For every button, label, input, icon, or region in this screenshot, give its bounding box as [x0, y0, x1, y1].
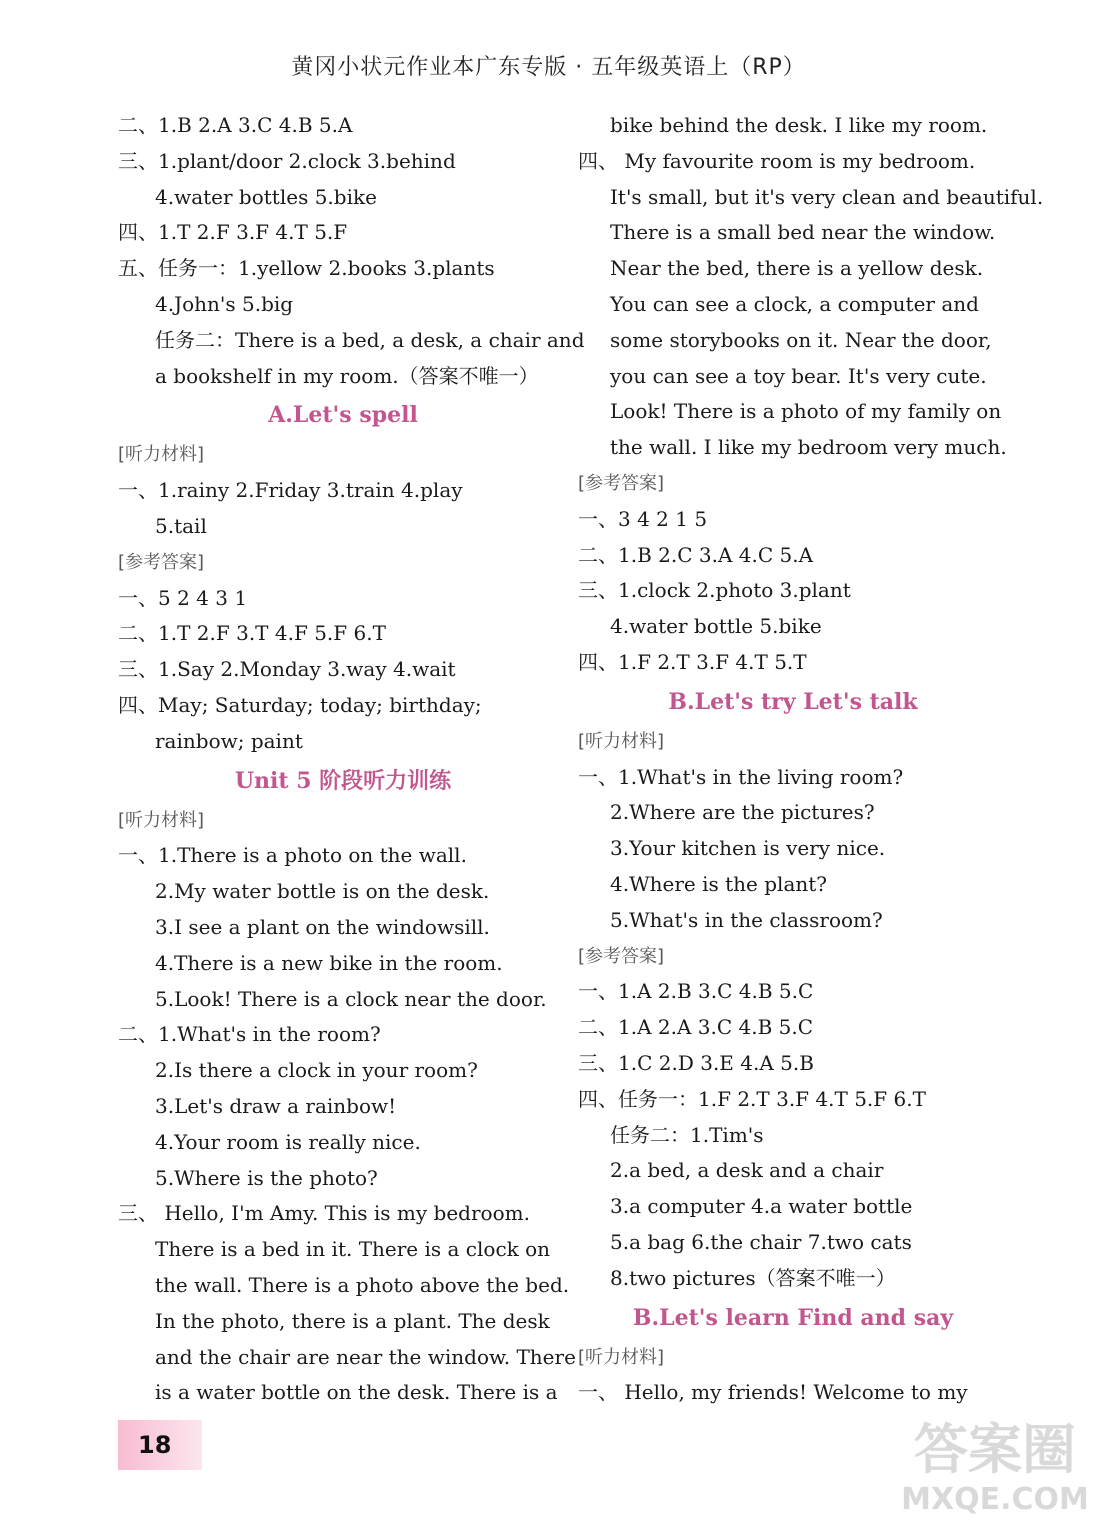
text-line: There is a small bed near the window. — [610, 220, 996, 245]
section-heading: Unit 5 阶段听力训练 — [234, 767, 452, 794]
section-heading: B.Let's learn Find and say — [632, 1304, 954, 1331]
text-line: 一、1.A 2.B 3.C 4.B 5.C — [578, 979, 814, 1004]
watermark-en: MXQE.COM — [901, 1482, 1089, 1517]
text-line: 三、1.plant/door 2.clock 3.behind — [118, 148, 456, 173]
text-line: 4.There is a new bike in the room. — [155, 950, 503, 975]
text-line: 二、1.What's in the room? — [118, 1022, 381, 1047]
text-line: 二、1.B 2.C 3.A 4.C 5.A — [578, 542, 814, 567]
text-line: 2.Where are the pictures? — [610, 800, 875, 825]
text-line: 4.water bottle 5.bike — [610, 614, 822, 639]
text-line: 三、1.Say 2.Monday 3.way 4.wait — [118, 657, 456, 682]
text-line: Look! There is a photo of my family on — [610, 399, 1002, 424]
text-line: 四、 My favourite room is my bedroom. — [578, 148, 976, 173]
text-line: the wall. There is a photo above the bed. — [155, 1272, 570, 1297]
left-column — [118, 108, 585, 1411]
text-line: There is a bed in it. There is a clock on — [155, 1237, 551, 1262]
text-line: 4.water bottles 5.bike — [155, 184, 377, 209]
text-line: 4.Your room is really nice. — [155, 1129, 421, 1154]
text-line: 任务二：There is a bed, a desk, a chair and — [155, 327, 585, 352]
text-line: 4.Where is the plant? — [610, 871, 828, 896]
text-line: the wall. I like my bedroom very much. — [610, 435, 1007, 460]
text-line: 3.Let's draw a rainbow! — [155, 1093, 397, 1118]
text-line: 一、1.rainy 2.Friday 3.train 4.play — [118, 478, 463, 503]
text-line: 4.John's 5.big — [155, 291, 294, 316]
text-line: 3.Your kitchen is very nice. — [610, 836, 886, 861]
text-line: 三、1.clock 2.photo 3.plant — [578, 578, 851, 603]
section-tag: [参考答案] — [118, 551, 205, 573]
text-line: You can see a clock, a computer and — [610, 291, 979, 316]
text-line: In the photo, there is a plant. The desk — [155, 1308, 550, 1333]
text-line: 四、任务一：1.F 2.T 3.F 4.T 5.F 6.T — [578, 1086, 926, 1111]
text-line: 5.tail — [155, 513, 207, 538]
section-tag: [听力材料] — [118, 809, 205, 831]
text-line: 三、 Hello, I'm Amy. This is my bedroom. — [118, 1201, 530, 1226]
text-line: 三、1.C 2.D 3.E 4.A 5.B — [578, 1050, 814, 1075]
text-line: 一、1.What's in the living room? — [578, 764, 904, 789]
text-line: rainbow; paint — [155, 728, 303, 753]
watermark-logo — [900, 1420, 1090, 1530]
right-column — [578, 108, 1044, 1411]
text-line: 5.a bag 6.the chair 7.two cats — [610, 1229, 912, 1254]
text-line: is a water bottle on the desk. There is a — [155, 1380, 558, 1405]
section-tag: [参考答案] — [578, 472, 665, 494]
section-heading: B.Let's try Let's talk — [668, 688, 918, 715]
page-header: 黄冈小状元作业本广东专版 · 五年级英语上（RP） — [291, 55, 806, 80]
text-line: 一、5 2 4 3 1 — [118, 585, 248, 610]
text-line: 5.What's in the classroom? — [610, 907, 883, 932]
text-line: 5.Look! There is a clock near the door. — [155, 986, 547, 1011]
text-line: 任务二：1.Tim's — [610, 1122, 764, 1147]
text-line: 四、May; Saturday; today; birthday; — [118, 692, 482, 717]
text-line: 8.two pictures（答案不唯一） — [610, 1265, 896, 1290]
text-line: 四、1.F 2.T 3.F 4.T 5.T — [578, 649, 807, 674]
text-line: 五、任务一：1.yellow 2.books 3.plants — [118, 256, 495, 281]
text-line: It's small, but it's very clean and beautiful. — [610, 184, 1044, 209]
text-line: 3.I see a plant on the windowsill. — [155, 914, 490, 939]
text-line: 2.Is there a clock in your room? — [155, 1058, 478, 1083]
section-tag: [听力材料] — [118, 444, 205, 466]
text-line: 2.My water bottle is on the desk. — [155, 879, 490, 904]
section-tag: [听力材料] — [578, 1346, 665, 1368]
text-line: 一、3 4 2 1 5 — [578, 506, 708, 531]
text-line: a bookshelf in my room.（答案不唯一） — [155, 363, 539, 388]
text-line: 二、1.A 2.A 3.C 4.B 5.C — [578, 1015, 814, 1040]
page-number: 18 — [118, 1420, 202, 1470]
text-line: and the chair are near the window. There — [155, 1344, 576, 1369]
section-heading: A.Let's spell — [268, 402, 418, 429]
text-line: 2.a bed, a desk and a chair — [610, 1158, 884, 1183]
text-line: 二、1.B 2.A 3.C 4.B 5.A — [118, 113, 353, 137]
text-line: bike behind the desk. I like my room. — [610, 113, 988, 137]
text-line: you can see a toy bear. It's very cute. — [610, 363, 987, 388]
text-line: Near the bed, there is a yellow desk. — [610, 256, 984, 281]
text-line: 一、 Hello, my friends! Welcome to my — [578, 1380, 968, 1405]
watermark-cn: 答案圈 — [914, 1418, 1076, 1481]
text-line: 二、1.T 2.F 3.T 4.F 5.F 6.T — [118, 621, 386, 646]
section-tag: [参考答案] — [578, 945, 665, 967]
text-line: some storybooks on it. Near the door, — [610, 327, 992, 352]
section-tag: [听力材料] — [578, 730, 665, 752]
text-line: 3.a computer 4.a water bottle — [610, 1194, 913, 1219]
text-line: 四、1.T 2.F 3.F 4.T 5.F — [118, 220, 348, 245]
text-line: 一、1.There is a photo on the wall. — [118, 843, 467, 868]
text-line: 5.Where is the photo? — [155, 1165, 378, 1190]
